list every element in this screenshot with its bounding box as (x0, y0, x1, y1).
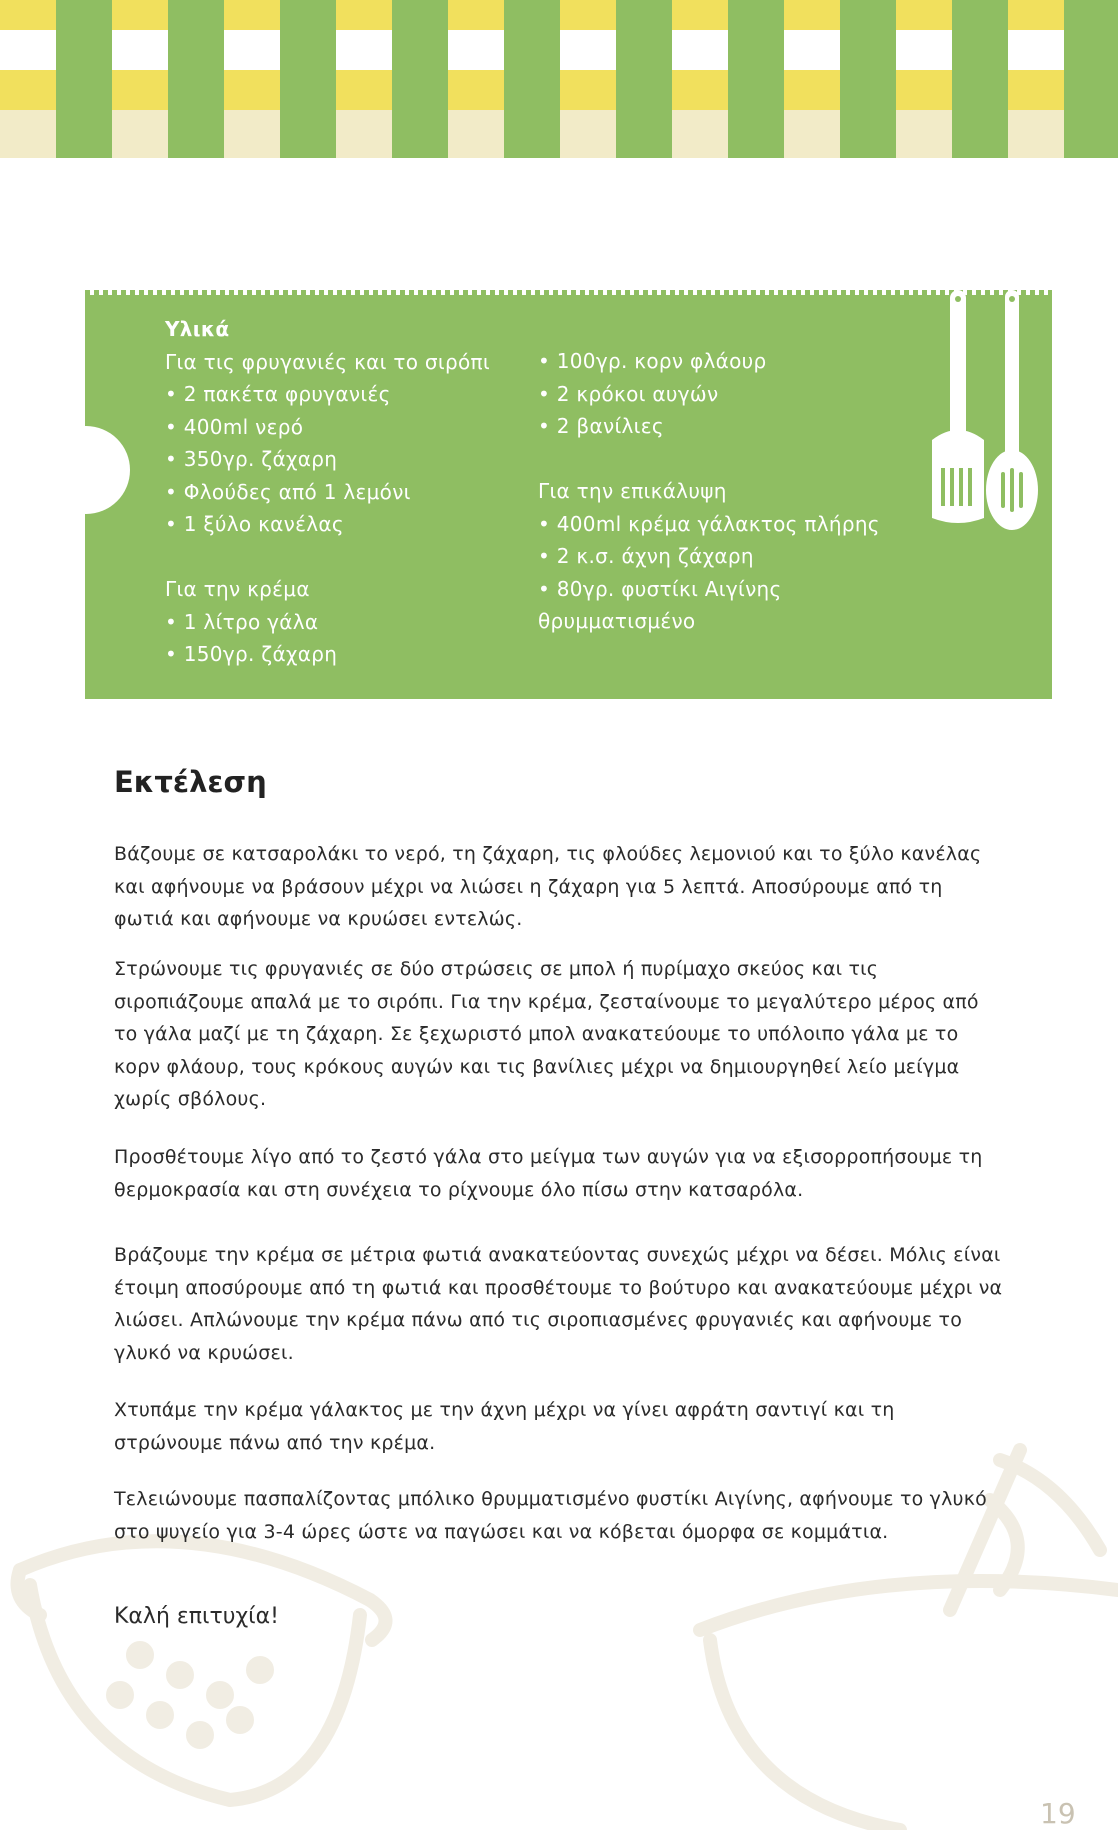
method-paragraph: Προσθέτουμε λίγο από το ζεστό γάλα στο μείγμα των αυγών για να εξισορροπήσουμε τη θερμοκρασία και στη συνέχεια το ρίχνουμε όλο πίσω στην κατσαρόλα. (114, 1146, 983, 1201)
checker-cell (560, 110, 616, 158)
checker-cell (56, 110, 112, 158)
checker-cell (1008, 30, 1064, 70)
checker-cell (1008, 110, 1064, 158)
checker-cell (560, 70, 616, 110)
checker-cell (1064, 110, 1118, 158)
checker-cell (56, 30, 112, 70)
checker-cell (280, 30, 336, 70)
checker-cell (0, 110, 56, 158)
checker-cell (504, 70, 560, 110)
checker-cell (784, 70, 840, 110)
closing-wish: Καλή επιτυχία! (114, 1604, 279, 1629)
checker-cell (448, 70, 504, 110)
checker-cell (896, 0, 952, 30)
checker-cell (1064, 0, 1118, 30)
ingredient-line: • 350γρ. ζάχαρη (165, 447, 338, 471)
ingredient-line: • 2 κρόκοι αυγών (538, 381, 719, 406)
checker-cell (672, 70, 728, 110)
checker-cell (840, 0, 896, 30)
checker-cell (336, 110, 392, 158)
checker-cell (728, 0, 784, 30)
checker-cell (448, 110, 504, 158)
checker-cell (952, 0, 1008, 30)
checker-cell (840, 70, 896, 110)
ingredient-line: • 1 λίτρο γάλα (165, 609, 319, 634)
checker-cell (1064, 70, 1118, 110)
checker-row (0, 0, 1118, 30)
colander-watermark-icon (18, 1541, 386, 1800)
checker-cell (336, 70, 392, 110)
checker-cell (112, 30, 168, 70)
checker-cell (728, 70, 784, 110)
ingredient-line: • Φλούδες από 1 λεμόνι (165, 479, 411, 504)
ingredient-line (165, 541, 490, 574)
checker-cell (56, 70, 112, 110)
ingredients-right-column (538, 345, 880, 638)
checker-cell (224, 30, 280, 70)
checker-cell (0, 0, 56, 30)
checker-cell (616, 0, 672, 30)
checker-cell (168, 110, 224, 158)
spatula-icon (932, 290, 984, 523)
checker-cell (728, 110, 784, 158)
checker-cell (280, 0, 336, 30)
checker-cell (112, 110, 168, 158)
checker-cell (448, 30, 504, 70)
checker-cell (784, 30, 840, 70)
checker-cell (672, 30, 728, 70)
method-paragraph: Στρώνουμε τις φρυγανιές σε δύο στρώσεις σε μπολ ή πυρίμαχο σκεύος και τις σιροπιάζουμε απαλά με το σιρόπι. Για την κρέμα, ζεσταίνουμε το μεγαλύτερο μέρος από το γάλα μαζί με τη ζάχαρη. Σε ξεχωριστό μπολ ανακατεύουμε το υπόλοιπο γάλα με το κορν φλάουρ, τους κρόκους αυγών και τις βανίλιες μέχρι να δημιουργηθεί λείο μείγμα χωρίς σβόλους. (114, 958, 979, 1110)
checker-cell (392, 70, 448, 110)
checker-cell (952, 70, 1008, 110)
ingredient-line: Για την επικάλυψη (538, 479, 727, 503)
checker-cell (56, 0, 112, 30)
ingredient-line: • 2 κ.σ. άχνη ζάχαρη (538, 544, 754, 568)
ingredient-line: θρυμματισμένο (538, 609, 696, 633)
ingredient-line: • 80γρ. φυστίκι Αιγίνης (538, 576, 782, 601)
checker-cell (392, 110, 448, 158)
checker-cell (896, 110, 952, 158)
checker-cell (336, 30, 392, 70)
checker-cell (280, 70, 336, 110)
checker-cell (224, 70, 280, 110)
checker-cell (616, 110, 672, 158)
checker-cell (896, 70, 952, 110)
method-paragraph: Τελειώνουμε πασπαλίζοντας μπόλικο θρυμματισμένο φυστίκι Αιγίνης, αφήνουμε το γλυκό στο ψυγείο για 3-4 ώρες ώστε να παγώσει και να κόβεται όμορφα σε κομμάτια. (114, 1488, 987, 1543)
ingredient-line: • 150γρ. ζάχαρη (165, 642, 338, 666)
checker-cell (168, 0, 224, 30)
ingredient-line: • 1 ξύλο κανέλας (165, 512, 344, 536)
checker-cell (504, 30, 560, 70)
checker-cell (952, 30, 1008, 70)
checker-cell (896, 30, 952, 70)
ingredient-line: • 2 βανίλιες (538, 414, 664, 438)
checker-cell (504, 110, 560, 158)
checker-row (0, 70, 1118, 110)
method-paragraph: Βράζουμε την κρέμα σε μέτρια φωτιά ανακατεύοντας συνεχώς μέχρι να δέσει. Μόλις είναι έτοιμη αποσύρουμε από τη φωτιά και προσθέτουμε το βούτυρο και ανακατεύουμε μέχρι να λιώσει. Απλώνουμε την κρέμα πάνω από τις σιροπιασμένες φρυγανιές και αφήνουμε το γλυκό να κρυώσει. (114, 1244, 1003, 1364)
checker-cell (560, 0, 616, 30)
checker-cell (1064, 30, 1118, 70)
utensils-illustration (925, 290, 1040, 540)
checker-cell (616, 70, 672, 110)
checker-cell (448, 0, 504, 30)
checker-cell (840, 30, 896, 70)
ingredient-line: • 100γρ. κορν φλάουρ (538, 349, 767, 373)
checker-cell (504, 0, 560, 30)
checker-row (0, 110, 1118, 158)
checker-cell (560, 30, 616, 70)
checker-cell (672, 0, 728, 30)
ingredient-line: • 400ml νερό (165, 414, 304, 439)
method-paragraph: Χτυπάμε την κρέμα γάλακτος με την άχνη μέχρι να γίνει αφράτη σαντιγί και τη στρώνουμε πάνω από την κρέμα. (114, 1399, 895, 1454)
page-number: 19 (1040, 1797, 1076, 1830)
checker-cell (224, 110, 280, 158)
checkered-header-pattern (0, 0, 1118, 160)
checker-cell (112, 0, 168, 30)
checker-cell (1008, 0, 1064, 30)
checker-cell (280, 110, 336, 158)
checker-cell (616, 30, 672, 70)
checker-cell (1008, 70, 1064, 110)
checker-cell (0, 70, 56, 110)
ingredient-line: Για τις φρυγανιές και το σιρόπι (165, 349, 490, 374)
checker-cell (392, 0, 448, 30)
card-notch (42, 426, 130, 514)
checker-cell (672, 110, 728, 158)
ingredients-left-column (165, 313, 490, 671)
checker-cell (0, 30, 56, 70)
ingredient-line: • 400ml κρέμα γάλακτος πλήρης (538, 511, 880, 536)
ingredient-line: • 2 πακέτα φρυγανιές (165, 382, 391, 406)
checker-cell (168, 30, 224, 70)
checker-cell (784, 110, 840, 158)
checker-cell (168, 70, 224, 110)
checker-cell (784, 0, 840, 30)
ingredient-line (538, 443, 880, 476)
checker-cell (840, 110, 896, 158)
checker-row (0, 30, 1118, 70)
method-paragraph: Βάζουμε σε κατσαρολάκι το νερό, τη ζάχαρη, τις φλούδες λεμονιού και το ξύλο κανέλας και αφήνουμε να βράσουν μέχρι να λιώσει η ζάχαρη για 5 λεπτά. Αποσύρουμε από τη φωτιά και αφήνουμε να κρυώσει εντελώς. (114, 843, 982, 930)
ingredients-title: Υλικά (165, 317, 230, 341)
checker-cell (952, 110, 1008, 158)
checker-cell (112, 70, 168, 110)
ingredient-line: Για την κρέμα (165, 577, 310, 601)
checker-cell (728, 30, 784, 70)
checker-cell (224, 0, 280, 30)
checker-cell (336, 0, 392, 30)
checker-cell (392, 30, 448, 70)
method-heading: Εκτέλεση (114, 765, 267, 799)
slotted-spoon-icon (986, 290, 1038, 530)
